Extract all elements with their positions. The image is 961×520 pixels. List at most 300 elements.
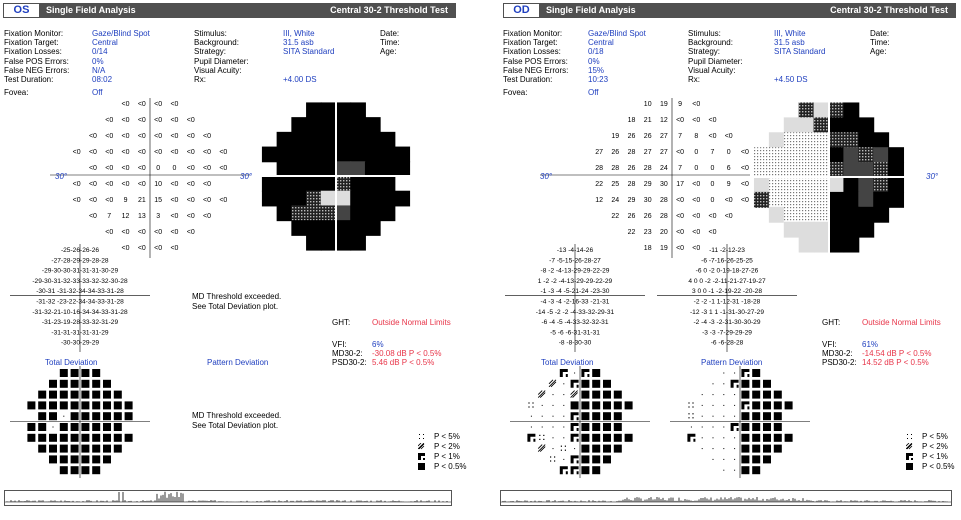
deviation-row: -13 -4-14-26 <box>556 247 594 254</box>
ght-label: GHT: <box>822 318 841 327</box>
sensitivity-value: <0 <box>219 149 228 156</box>
grayscale-cell <box>843 162 859 178</box>
sensitivity-value: <0 <box>692 213 701 220</box>
grayscale-cell <box>277 191 293 207</box>
probability-symbol <box>92 434 100 442</box>
probability-symbol <box>752 401 760 409</box>
probability-symbol <box>27 401 35 409</box>
probability-symbol <box>774 401 782 409</box>
p05-symbol-icon <box>906 463 913 470</box>
grayscale-cell <box>380 161 396 177</box>
probability-symbol <box>603 434 611 442</box>
probability-symbol <box>81 412 89 420</box>
probability-symbol <box>563 405 564 406</box>
p5-symbol-icon <box>906 433 913 440</box>
grayscale-cell <box>769 177 785 193</box>
probability-symbol <box>702 394 703 395</box>
sensitivity-value: 7 <box>107 213 112 220</box>
probability-symbol <box>713 416 714 417</box>
grayscale-cell <box>754 177 770 193</box>
sensitivity-value: <0 <box>708 117 717 124</box>
sensitivity-value: <0 <box>203 165 212 172</box>
probability-symbol <box>563 416 564 417</box>
probability-symbol <box>734 416 735 417</box>
probability-symbol <box>571 391 578 398</box>
probability-symbol <box>713 437 714 438</box>
deviation-row: -2 -2 -1 1-12-31 -18-28 <box>693 298 761 306</box>
sensitivity-value: <0 <box>137 149 146 156</box>
sensitivity-value: 0 <box>172 165 177 172</box>
sensitivity-value: <0 <box>186 133 195 140</box>
deviation-row: -2 -4 -3 -2-31-30-30-29 <box>693 319 761 327</box>
probability-symbol <box>571 434 579 442</box>
sensitivity-value: <0 <box>154 229 163 236</box>
sensitivity-value: <0 <box>203 149 212 156</box>
sensitivity-value: 26 <box>643 213 652 220</box>
probability-symbol <box>734 459 735 460</box>
probability-symbol <box>741 455 749 463</box>
report-od: OD Single Field Analysis Central 30-2 Threshold Test Fixation Monitor: Fixation Target: Fixation Losses: False POS Errors: False NEG Errors: Test Duration: Gaze/Blind Spot Central 0/18 0% 15% 10:23 Fovea: Off Stimulus: Background: Strategy: Pupil Diameter: Visual Acuity: Rx: III, White 31.5 asb SITA Standard +4.50 DS Date: Time: Age: 10 19 9 <0 18 21 12 <0 <0 <0 19 26 26 27 7 8 <0 <0 27 26 28 27 27 <0 0 7 0 <0 28 28 26 28 24 7 0 0 6 <0 22 25 28 29 30 17 <0 0 9 <0 12 24 29 30 28 <0 <0 0 <0 <0 22 26 26 28 <0 <0 <0 <0 22 23 20 <0 <0 <0 18 19 <0 <0 30° 30° -13 -4-14-26 -7 -5-15-26-28-27 -8 -2 -4-13-29-29-22-29 1 -2 -2 -4-13-29-29-22-29 -1 -3 -4 -5-21-24 -23-30 -4 -3 -4 -2-16-33 -21-31 -14 -5 -2 -2 -4-33-32-29-31 -6 -4 -5 -4-33-32-32-31 -5 -6 -6-31-31-31 -8 -8-30-30 -11 -2-12-23 -6 -7-16-26-25-25 -6 0 -2 0-19-18-27-26 4 0 0 -2 -2-11-21-27-19-27 3 0 0 -1 -2-19-22 -20-28 -2 -2 -1 1-12-31 -18-28 -12 -3 1 1 -1-31-30-27-29 -2 -4 -3 -2-31-30-30-29 -3 -3 -7-29-29-29 -6 -6-28-28 GHT: Outside Normal Limits VFI: 61% MD30-2: -14.54 dB P < 0.5% PSD30-2: 14.52 dB P < 0.5% Total Deviation Pattern Deviation P < 5% P < 2% P < 1% P < 0.5% <box>500 0 960 520</box>
deviation-row: -29-30-31-32-33-33-32-32-30-28 <box>32 277 128 285</box>
grayscale-cell <box>306 102 322 118</box>
deviation-row: 3 0 0 -1 -2-19-22 -20-28 <box>691 288 763 296</box>
deviation-row: 1 -2 -2 -4-13-29-29-22-29 <box>537 277 613 285</box>
probability-symbol <box>49 391 57 399</box>
deviation-row: -30-31 -31-32-34-34-33-31-28 <box>36 288 124 296</box>
probability-symbol <box>92 391 100 399</box>
probability-symbol <box>550 456 555 461</box>
probability-symbol <box>774 445 782 453</box>
sensitivity-value: <0 <box>72 181 81 188</box>
probability-symbol <box>614 423 622 431</box>
grayscale-cell <box>769 147 785 163</box>
grayscale-cell <box>829 117 845 133</box>
fovea-value: Off <box>92 88 103 97</box>
grayscale-cell <box>306 117 322 133</box>
fovea-label: Fovea: <box>503 88 528 97</box>
deviation-row: -5 -6 -6-31-31-31 <box>550 329 600 337</box>
sensitivity-value: 28 <box>643 165 652 172</box>
deviation-row: -6 0 -2 0-19-18-27-26 <box>695 267 759 275</box>
probability-symbol <box>38 401 46 409</box>
probability-symbol <box>723 416 724 417</box>
probability-symbol <box>563 459 564 460</box>
probability-symbol <box>125 401 133 409</box>
sensitivity-value: <0 <box>724 213 733 220</box>
probability-symbol <box>741 401 749 409</box>
grayscale-cell <box>277 205 293 221</box>
grayscale-cell <box>799 117 815 133</box>
deviation-row: -25-26-26-26 <box>60 247 100 254</box>
probability-symbol <box>49 412 57 420</box>
grayscale-cell <box>888 192 904 208</box>
grayscale-map <box>256 96 416 256</box>
sensitivity-value: 28 <box>627 181 636 188</box>
probability-symbol <box>603 391 611 399</box>
grayscale-cell <box>769 162 785 178</box>
grayscale-cell <box>888 162 904 178</box>
deviation-row: -11 -2-12-23 <box>709 247 745 254</box>
fovea-label: Fovea: <box>4 88 29 97</box>
probability-symbol <box>581 434 589 442</box>
probability-symbol <box>774 434 782 442</box>
probability-symbol <box>723 470 724 471</box>
grayscale-map <box>745 96 913 258</box>
sensitivity-value: <0 <box>740 149 749 156</box>
sensitivity-value: 22 <box>595 181 603 188</box>
reliability-labels: Fixation Monitor: Fixation Target: Fixation Losses: False POS Errors: False NEG Errors: Test Duration: <box>4 29 70 84</box>
grayscale-cell <box>799 102 815 118</box>
grayscale-cell <box>277 132 293 148</box>
probability-symbol <box>103 380 111 388</box>
sensitivity-value: 7 <box>678 133 683 140</box>
probability-symbol <box>27 434 35 442</box>
grayscale-cell <box>291 147 307 163</box>
grayscale-cell <box>394 147 410 163</box>
probability-symbol <box>538 391 545 398</box>
grayscale-cell <box>799 177 815 193</box>
grayscale-cell <box>873 162 889 178</box>
sensitivity-value: 26 <box>611 149 620 156</box>
sensitivity-value: 28 <box>611 165 620 172</box>
probability-symbol <box>553 405 554 406</box>
probability-symbol <box>92 369 100 377</box>
sensitivity-value: <0 <box>724 133 733 140</box>
probability-symbol <box>103 455 111 463</box>
sensitivity-value: <0 <box>121 149 130 156</box>
sensitivity-value: <0 <box>676 197 685 204</box>
md-label: MD30-2: <box>822 349 853 358</box>
grayscale-cell <box>858 192 874 208</box>
pattern-deviation-title: Pattern Deviation <box>207 358 269 367</box>
sensitivity-value: 0 <box>694 149 699 156</box>
md-message-line4: See Total Deviation plot. <box>192 421 279 430</box>
sensitivity-value: <0 <box>708 213 717 220</box>
sensitivity-value: 19 <box>660 101 668 108</box>
probability-symbol <box>774 391 782 399</box>
grayscale-cell <box>306 220 322 236</box>
deviation-row: -3 -3 -7-29-29-29 <box>702 329 752 337</box>
grayscale-cell <box>843 147 859 163</box>
probability-symbol <box>763 434 771 442</box>
sensitivity-value: <0 <box>740 197 749 204</box>
sensitivity-value: 29 <box>643 181 652 188</box>
grayscale-cell <box>829 162 845 178</box>
sensitivity-value: 6 <box>726 165 731 172</box>
deviation-row: -6 -4 -5 -4-33-32-32-31 <box>541 319 609 327</box>
probability-symbol <box>71 380 79 388</box>
sensitivity-value: <0 <box>708 229 717 236</box>
grayscale-cell <box>380 132 396 148</box>
sensitivity-value: 22 <box>611 213 620 220</box>
probability-symbol <box>38 434 46 442</box>
grayscale-cell <box>336 220 352 236</box>
grayscale-cell <box>306 132 322 148</box>
grayscale-cell <box>858 177 874 193</box>
probability-symbol <box>542 405 543 406</box>
sensitivity-value: 9 <box>726 181 731 188</box>
probability-symbol <box>603 445 611 453</box>
probability-symbol <box>103 401 111 409</box>
grayscale-cell <box>784 117 800 133</box>
deviation-row: -31-23-19-28-33-32-31-29 <box>41 319 119 327</box>
sensitivity-value: <0 <box>121 133 130 140</box>
grayscale-cell <box>799 147 815 163</box>
grayscale-cell <box>843 117 859 133</box>
grayscale-cell <box>336 191 352 207</box>
probability-symbol <box>542 427 543 428</box>
sensitivity-value: <0 <box>72 197 81 204</box>
grayscale-cell <box>829 192 845 208</box>
grayscale-cell <box>350 220 366 236</box>
probability-symbol <box>553 437 554 438</box>
probability-symbol <box>92 380 100 388</box>
probability-symbol <box>741 369 749 377</box>
grayscale-cell <box>829 207 845 223</box>
sensitivity-value: <0 <box>105 181 114 188</box>
grayscale-cell <box>291 132 307 148</box>
probability-symbol <box>741 391 749 399</box>
stimulus-values: III, White 31.5 asb SITA Standard +4.00 DS <box>283 29 335 84</box>
grayscale-cell <box>799 162 815 178</box>
sensitivity-value: 19 <box>660 245 668 252</box>
probability-symbol <box>723 394 724 395</box>
sensitivity-value: <0 <box>105 117 114 124</box>
grayscale-cell <box>829 147 845 163</box>
grayscale-cell <box>769 132 785 148</box>
probability-symbol <box>103 391 111 399</box>
probability-symbol <box>563 437 564 438</box>
probability-symbol <box>752 391 760 399</box>
sensitivity-value: <0 <box>154 149 163 156</box>
grayscale-cell <box>769 207 785 223</box>
probability-symbol <box>81 423 89 431</box>
sensitivity-value: 0 <box>156 165 161 172</box>
grayscale-cell <box>829 222 845 238</box>
probability-symbol <box>763 423 771 431</box>
md-value: -30.08 dB P < 0.5% <box>372 349 442 358</box>
grayscale-cell <box>873 177 889 193</box>
grayscale-cell <box>754 192 770 208</box>
probability-symbol <box>553 448 554 449</box>
sensitivity-value: <0 <box>154 245 163 252</box>
sensitivity-value: <0 <box>203 213 212 220</box>
probability-symbol <box>571 466 579 474</box>
report-os: OS Single Field Analysis Central 30-2 Threshold Test Fixation Monitor: Fixation Target: Fixation Losses: False POS Errors: False NEG Errors: Test Duration: Gaze/Blind Spot Central 0/14 0% N/A 08:02 Fovea: Off Stimulus: Background: Strategy: Pupil Diameter: Visual Acuity: Rx: III, White 31.5 asb SITA Standard +4.00 DS Date: Time: Age: <0 <0 <0 <0 <0 <0 <0 <0 <0 <0 <0 <0 <0 <0 <0 <0 <0 <0 <0 <0 <0 <0 <0 <0 <0 <0 <0 <0 <0 <0 <0 <0 0 0 <0 <0 <0 <0 <0 <0 <0 <0 10 <0 <0 <0 <0 <0 <0 9 21 15 <0 <0 <0 <0 <0 7 12 13 3 <0 <0 <0 <0 <0 <0 <0 <0 <0 <0 <0 <0 <0 30° 30° -25-26-26-26 -27-28-29-29-28-28 -29-30-30-31-31-31-30-29 -29-30-31-32-33-33-32-32-30-28 -30-31 -31-32-34-34-33-31-28 -31-32 -23-22-34-34-33-31-28 -31-32-21-10-16-34-34-33-31-28 -31-23-19-28-33-32-31-29 -31-31-31-31-31-29 -30-30-29-29 MD Threshold exceeded. See Total Deviation plot. GHT: Outside Normal Limits VFI: 6% MD30-2: -30.08 dB P < 0.5% PSD30-2: 5.46 dB P < 0.5% Total Deviation Pattern Deviation MD Threshold exceeded. See Total Deviation plot. P < 5% P < 2% P < 1% P < 0.5% <box>0 0 460 520</box>
sensitivity-value: <0 <box>170 133 179 140</box>
grayscale-cell <box>350 235 366 251</box>
grayscale-cell <box>306 205 322 221</box>
probability-symbol <box>614 434 622 442</box>
grayscale-cell <box>873 192 889 208</box>
probability-symbol <box>581 391 589 399</box>
grayscale-cell <box>321 205 337 221</box>
grayscale-cell <box>291 191 307 207</box>
grayscale-cell <box>350 205 366 221</box>
grayscale-cell <box>380 205 396 221</box>
sensitivity-value: <0 <box>186 165 195 172</box>
probability-symbol <box>60 391 68 399</box>
probability-symbol <box>713 405 714 406</box>
sensitivity-plot <box>50 98 253 258</box>
grayscale-cell <box>754 147 770 163</box>
probability-symbol <box>592 434 600 442</box>
sensitivity-value: 12 <box>595 197 603 204</box>
grayscale-cell <box>306 176 322 192</box>
probability-symbol <box>752 434 760 442</box>
probability-symbol <box>702 427 703 428</box>
probability-symbol <box>581 445 589 453</box>
probability-symbol <box>687 434 695 442</box>
sensitivity-value: <0 <box>692 101 701 108</box>
sensitivity-value: <0 <box>186 229 195 236</box>
probability-symbol <box>603 423 611 431</box>
grayscale-cell <box>814 132 830 148</box>
sensitivity-value: <0 <box>203 197 212 204</box>
sensitivity-value: 0 <box>726 149 731 156</box>
grayscale-cell <box>394 161 410 177</box>
probability-symbol <box>603 401 611 409</box>
sensitivity-value: 18 <box>627 117 636 124</box>
pattern-deviation-probability <box>670 366 810 482</box>
grayscale-cell <box>814 192 830 208</box>
sensitivity-value: <0 <box>692 181 701 188</box>
probability-symbol <box>734 394 735 395</box>
p1-symbol-icon <box>906 453 913 460</box>
probability-symbol <box>581 455 589 463</box>
sensitivity-value: 29 <box>627 197 636 204</box>
report-title: Single Field Analysis <box>546 5 636 15</box>
probability-symbol <box>531 427 532 428</box>
grayscale-cell <box>262 176 278 192</box>
probability-symbol <box>560 466 568 474</box>
probability-symbol <box>114 391 122 399</box>
grayscale-cell <box>336 161 352 177</box>
probability-symbol <box>553 427 554 428</box>
probability-symbol <box>81 380 89 388</box>
psd-value: 5.46 dB P < 0.5% <box>372 358 435 367</box>
sensitivity-value: <0 <box>137 117 146 124</box>
probability-symbol <box>71 455 79 463</box>
probability-symbol <box>752 445 760 453</box>
probability-symbol <box>53 427 54 428</box>
sensitivity-value: 12 <box>660 117 668 124</box>
probability-symbol <box>731 423 739 431</box>
probability-symbol <box>581 401 589 409</box>
probability-symbol <box>60 445 68 453</box>
grayscale-cell <box>277 147 293 163</box>
probability-symbol <box>71 466 79 474</box>
probability-symbol <box>114 412 122 420</box>
probability-symbol <box>63 416 64 417</box>
probability-symbol <box>763 401 771 409</box>
probability-symbol <box>60 369 68 377</box>
grayscale-cell <box>814 102 830 118</box>
sensitivity-value: 27 <box>595 149 603 156</box>
sensitivity-value: <0 <box>219 197 228 204</box>
grayscale-cell <box>380 147 396 163</box>
grayscale-cell <box>784 192 800 208</box>
probability-symbol <box>571 401 579 409</box>
probability-symbol <box>553 394 554 395</box>
axis-label-left: 30° <box>540 172 553 181</box>
probability-symbol <box>60 401 68 409</box>
sensitivity-value: <0 <box>170 117 179 124</box>
deviation-row: -7 -5-15-26-28-27 <box>549 257 601 265</box>
grayscale-cell <box>306 147 322 163</box>
probability-symbol <box>527 434 535 442</box>
grayscale-cell <box>784 207 800 223</box>
sensitivity-value: 7 <box>710 149 715 156</box>
total-deviation-probability <box>10 366 150 482</box>
probability-symbol <box>71 445 79 453</box>
probability-symbol <box>763 391 771 399</box>
deviation-row: -30-30-29-29 <box>60 339 100 347</box>
sensitivity-plot <box>540 98 750 258</box>
probability-symbol <box>81 391 89 399</box>
grayscale-cell <box>873 132 889 148</box>
grayscale-cell <box>814 147 830 163</box>
probability-symbol <box>734 470 735 471</box>
sensitivity-value: 24 <box>611 197 620 204</box>
grayscale-cell <box>306 235 322 251</box>
sensitivity-value: <0 <box>137 165 146 172</box>
deviation-row: -6 -6-28-28 <box>710 339 744 347</box>
probability-symbol <box>563 427 564 428</box>
grayscale-cell <box>784 177 800 193</box>
probability-symbol <box>81 445 89 453</box>
psd-label: PSD30-2: <box>822 358 857 367</box>
probability-symbol <box>592 423 600 431</box>
grayscale-cell <box>380 191 396 207</box>
probability-symbol <box>114 445 122 453</box>
sensitivity-value: 22 <box>627 229 636 236</box>
deviation-row: -1 -3 -4 -5-21-24 -23-30 <box>540 288 610 296</box>
sensitivity-value: <0 <box>170 213 179 220</box>
probability-symbol <box>785 434 793 442</box>
sensitivity-value: 23 <box>643 229 652 236</box>
sensitivity-value: 26 <box>627 165 636 172</box>
axis-label-left: 30° <box>55 172 68 181</box>
vfi-label: VFI: <box>822 340 837 349</box>
sensitivity-value: <0 <box>724 197 733 204</box>
sensitivity-value: <0 <box>88 133 97 140</box>
probability-symbol <box>614 445 622 453</box>
probability-symbol <box>713 383 714 384</box>
md-message-line2: See Total Deviation plot. <box>192 302 279 311</box>
sensitivity-value: <0 <box>170 245 179 252</box>
probability-symbol <box>603 455 611 463</box>
probability-symbol <box>60 466 68 474</box>
probability-symbol <box>688 413 693 418</box>
sensitivity-value: 12 <box>121 213 130 220</box>
sensitivity-value: <0 <box>105 133 114 140</box>
probability-symbol <box>81 434 89 442</box>
deviation-row: -12 -3 1 1 -1-31-30-27-29 <box>689 308 765 316</box>
probability-symbol <box>71 401 79 409</box>
sensitivity-value: <0 <box>121 245 130 252</box>
grayscale-cell <box>277 176 293 192</box>
grayscale-cell <box>336 117 352 133</box>
sensitivity-value: <0 <box>154 117 163 124</box>
sensitivity-value: <0 <box>186 197 195 204</box>
probability-symbol <box>592 380 600 388</box>
grayscale-cell <box>814 222 830 238</box>
grayscale-cell <box>336 147 352 163</box>
sensitivity-value: 0 <box>710 181 715 188</box>
probability-symbol <box>752 466 760 474</box>
probability-symbol <box>92 423 100 431</box>
